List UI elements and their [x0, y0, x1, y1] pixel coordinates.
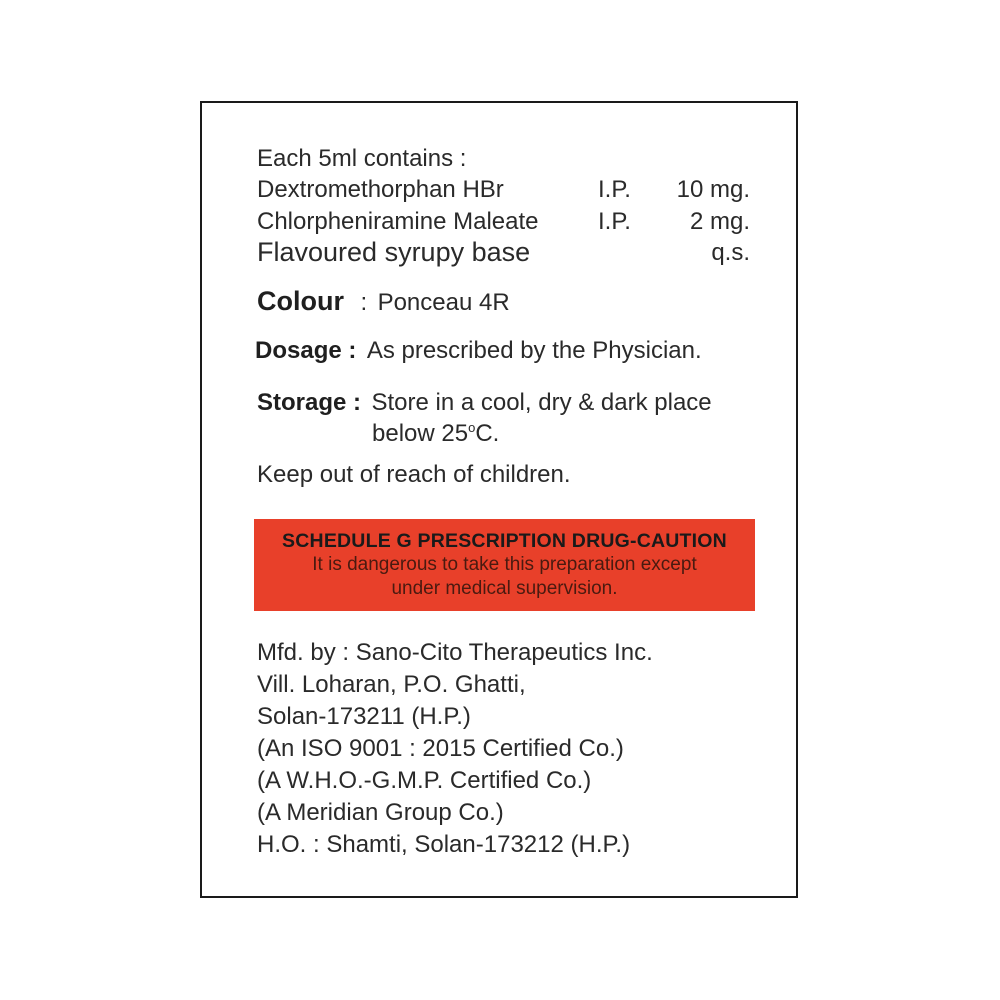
colour-label: Colour — [257, 286, 344, 316]
manufacturer-line: Mfd. by : Sano-Cito Therapeutics Inc. — [257, 639, 653, 666]
storage-line2-prefix: below 25 — [372, 420, 469, 447]
composition-heading: Each 5ml contains : — [257, 145, 467, 172]
manufacturer-line: (A W.H.O.-G.M.P. Certified Co.) — [257, 767, 592, 794]
ingredient-name: Flavoured syrupy base — [257, 237, 531, 267]
manufacturer-line: H.O. : Shamti, Solan-173212 (H.P.) — [257, 831, 631, 858]
dosage-value: As prescribed by the Physician. — [366, 337, 702, 364]
manufacturer-line: (An ISO 9001 : 2015 Certified Co.) — [257, 735, 624, 762]
storage-line2-suffix: C. — [475, 420, 500, 447]
manufacturer-line: (A Meridian Group Co.) — [257, 799, 504, 826]
storage-label: Storage : — [257, 389, 362, 416]
storage-row — [257, 389, 712, 417]
manufacturer-line: Solan-173211 (H.P.) — [257, 703, 471, 730]
degree-symbol: o — [468, 420, 476, 435]
ingredient-standard: I.P. — [598, 176, 631, 203]
caution-line: under medical supervision. — [391, 578, 618, 599]
manufacturer-line: Vill. Loharan, P.O. Ghatti, — [257, 671, 526, 698]
colour-row — [257, 286, 510, 317]
ingredient-standard: I.P. — [598, 208, 631, 235]
ingredient-quantity: 2 mg. — [689, 208, 750, 235]
schedule-g-caution-box — [254, 519, 755, 611]
ingredient-quantity: q.s. — [711, 239, 750, 266]
storage-line2 — [372, 420, 499, 448]
ingredient-quantity: 10 mg. — [676, 176, 750, 203]
caution-line: It is dangerous to take this preparation except — [312, 554, 697, 575]
dosage-label: Dosage : — [255, 337, 357, 364]
ingredient-name: Dextromethorphan HBr — [257, 176, 504, 203]
colour-separator: : — [360, 289, 368, 316]
dosage-row — [255, 337, 702, 365]
children-warning: Keep out of reach of children. — [257, 461, 571, 488]
caution-heading: SCHEDULE G PRESCRIPTION DRUG-CAUTION — [282, 530, 727, 552]
colour-value: Ponceau 4R — [377, 289, 510, 316]
ingredient-name: Chlorpheniramine Maleate — [257, 208, 539, 235]
storage-line1: Store in a cool, dry & dark place — [371, 389, 712, 416]
medicine-label — [200, 101, 798, 898]
